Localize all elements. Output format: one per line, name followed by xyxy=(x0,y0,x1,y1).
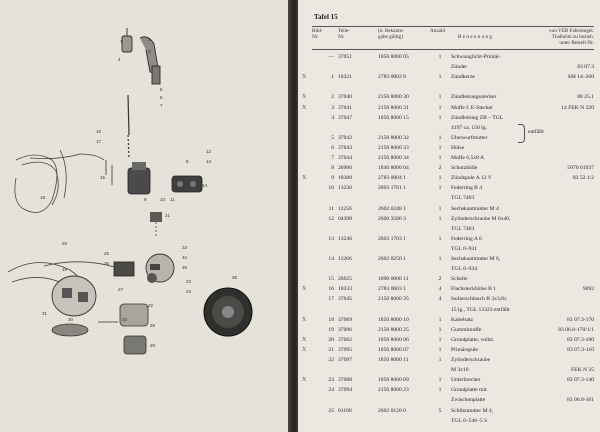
teile-nr-cell: 37095 xyxy=(338,346,352,353)
book-gutter xyxy=(288,0,298,432)
callout: 16 xyxy=(96,129,102,134)
check-mark: X xyxy=(302,346,307,353)
callout: 32 xyxy=(122,317,128,322)
teile-nr-cell: 37043 xyxy=(338,144,352,151)
teile-nr-cell: 37094 xyxy=(338,387,352,394)
table-row xyxy=(298,54,600,61)
table-row xyxy=(298,206,600,213)
benennung-cell: Muffe 6,5x8 A xyxy=(451,155,484,161)
callout: 5 xyxy=(160,87,163,92)
table-row xyxy=(298,115,600,122)
table-row xyxy=(298,145,600,152)
benennung-cell: Zündleitungsstecker xyxy=(451,94,497,101)
teile-nr-cell: 37088 xyxy=(338,377,352,384)
header-benennung: B e n e n n u n g xyxy=(458,34,493,40)
bild-nr-cell: 15 xyxy=(328,276,334,283)
anzahl-cell: 1 xyxy=(438,155,442,161)
bekanntgabe-cell: 2783 0003 1 xyxy=(378,286,406,293)
table-row xyxy=(298,367,600,374)
cable-set-drawing xyxy=(15,150,104,213)
table-row xyxy=(298,377,600,384)
callout: 7 xyxy=(160,103,163,108)
benennung-cell: Flachsteckhülse B 1 xyxy=(451,286,497,293)
bild-nr-cell: 25 xyxy=(328,407,334,414)
anzahl-cell: 1 xyxy=(438,94,442,101)
bekanntgabe-cell: 2602 0120 0 xyxy=(378,407,406,414)
bekanntgabe-cell: 2603 1703 1 xyxy=(378,235,406,242)
veb-nr-cell: 83 52.1/2 xyxy=(572,175,594,182)
benennung-cell: 15 lg., TGL 13323 entfällt xyxy=(451,306,510,313)
ignition-lead xyxy=(128,95,129,158)
bekanntgabe-cell: 1850 8000 05 xyxy=(378,54,409,60)
anzahl-cell: 1 xyxy=(438,316,442,323)
bild-nr-cell: 22 xyxy=(328,357,334,363)
benennung-cell: Schwunglicht-Primär- xyxy=(451,54,501,60)
benennung-cell: Gummimuffe xyxy=(451,326,482,333)
table-row xyxy=(298,216,600,223)
veb-nr-cell: 88 25.1 xyxy=(577,94,594,101)
bekanntgabe-cell: 2603 1701 1 xyxy=(378,185,406,192)
benennung-cell: Zündleitung ZB – TGL xyxy=(451,114,504,121)
teile-nr-cell: 37045 xyxy=(338,296,352,303)
bekanntgabe-cell: 1850 8000 10 xyxy=(378,316,409,323)
anzahl-cell: 4 xyxy=(438,286,442,293)
teile-nr-cell: 37069 xyxy=(338,316,352,323)
table-row xyxy=(298,397,600,404)
benennung-cell: TGL 0–934 xyxy=(451,266,478,273)
anzahl-cell: 1 xyxy=(438,336,442,343)
callout: 29 xyxy=(150,343,156,348)
parts-table-page xyxy=(298,0,600,432)
veb-nr-cell: 83 07.3-170 xyxy=(566,316,594,323)
table-row xyxy=(298,327,600,334)
veb-nr-cell: 5070 01937 xyxy=(567,165,594,172)
callout: 28 xyxy=(150,323,156,328)
benennung-cell: Schlitzmutter M 4, xyxy=(451,407,494,414)
table-row xyxy=(298,94,600,101)
anzahl-cell: 1 xyxy=(438,235,442,242)
benennung-cell: Kabelsatz xyxy=(451,316,474,323)
header-bekanntgabe: (n. Bekannt- gabe gültig) xyxy=(378,28,404,41)
benennung-cell: Schutzhülle xyxy=(451,165,478,172)
bekanntgabe-cell: 2150 8000 34 xyxy=(378,155,409,161)
primary-coil-drawing xyxy=(150,212,162,236)
header-rule-bottom xyxy=(312,49,594,50)
bekanntgabe-cell: 2150 8000 35 xyxy=(378,296,409,303)
teile-nr-cell: 11266 xyxy=(338,256,352,262)
benennung-cell: Unterbrecher xyxy=(451,377,481,384)
bekanntgabe-cell: 2150 8000 32 xyxy=(378,134,409,141)
bild-nr-cell: 12 xyxy=(328,215,334,222)
benennung-cell: Zündspule A 12 V xyxy=(451,175,492,182)
teile-nr-cell: 37096 xyxy=(338,326,352,333)
veb-nr-cell: FEK N 35 xyxy=(571,367,594,374)
benennung-cell: Federring B 4 xyxy=(451,185,483,192)
bekanntgabe-cell: 1840 8000 04 xyxy=(378,165,409,172)
callout: 30 xyxy=(68,317,74,322)
table-row xyxy=(298,418,600,425)
bild-nr-cell: 24 xyxy=(328,387,334,394)
breaker-drawing xyxy=(114,254,174,283)
entfaellt-note: entfällt xyxy=(528,129,544,135)
table-row xyxy=(298,317,600,324)
callout: 35 xyxy=(182,265,188,270)
bekanntgabe-cell: 1850 8000 09 xyxy=(378,377,409,384)
bekanntgabe-cell: 2602 0248 1 xyxy=(378,205,406,212)
check-mark: X xyxy=(302,286,307,293)
benennung-cell: Schelle xyxy=(451,276,468,283)
benennung-cell: Federring A 6 xyxy=(451,235,482,242)
callout: 33 xyxy=(182,245,188,250)
bild-nr-cell: 23 xyxy=(328,377,334,384)
benennung-cell: Hülse xyxy=(451,144,465,151)
callout: 8 xyxy=(186,159,189,164)
benennung-cell: Grundplatte, vollst. xyxy=(451,336,495,343)
bekanntgabe-cell: 2150 8000 33 xyxy=(378,144,409,151)
table-row xyxy=(298,175,600,182)
benennung-cell: TGL 7403 xyxy=(451,225,475,232)
bekanntgabe-cell: 2602 0250 1 xyxy=(378,256,406,262)
callout: 13 xyxy=(206,159,212,164)
callout: 24 xyxy=(186,289,192,294)
table-row xyxy=(298,307,600,314)
bild-nr-cell: 19 xyxy=(328,326,334,333)
teile-nr-cell: 13236 xyxy=(338,185,352,192)
header-teile-nr: Teile- Nr. xyxy=(338,28,351,41)
bild-nr-cell: 14 xyxy=(328,256,334,262)
callout: 9 xyxy=(144,197,147,202)
table-row xyxy=(298,408,600,415)
bild-nr-cell: 13 xyxy=(328,235,334,242)
bekanntgabe-cell: 2150 8000 25 xyxy=(378,326,409,333)
check-mark: X xyxy=(302,104,307,111)
check-mark: X xyxy=(302,377,307,384)
veb-nr-cell: 83 07.3 xyxy=(577,64,594,71)
callout: 11 xyxy=(170,197,175,202)
spark-plug-drawing xyxy=(122,28,160,84)
callout: 1 xyxy=(120,39,123,44)
bekanntgabe-cell: 2150 8000 23 xyxy=(378,387,409,394)
bild-nr-cell: 2 xyxy=(331,94,334,101)
header-von-veb: von VEB Fahrzeugel. Thalheim zu bezieh. unter Bestell-Nr. xyxy=(549,28,594,47)
teile-nr-cell: 26025 xyxy=(338,276,352,283)
ignition-coil-drawing xyxy=(106,160,150,194)
teile-nr-cell: 37062 xyxy=(338,336,352,343)
bekanntgabe-cell: 1890 0000 11 xyxy=(378,276,409,283)
teile-nr-cell: 37041 xyxy=(338,104,352,111)
check-mark: X xyxy=(302,94,307,101)
teile-nr-cell: 37042 xyxy=(338,134,352,141)
anzahl-cell: 1 xyxy=(438,377,442,384)
table-row xyxy=(298,266,600,273)
bild-nr-cell: 10 xyxy=(328,185,334,192)
anzahl-cell: 1 xyxy=(438,205,442,212)
anzahl-cell: 1 xyxy=(438,256,442,262)
benennung-cell: Überwurfmutter xyxy=(451,134,488,141)
bild-nr-cell: — xyxy=(328,54,334,60)
table-row xyxy=(298,246,600,253)
anzahl-cell: 1 xyxy=(438,357,442,363)
callout: 10 xyxy=(160,197,166,202)
benennung-cell: TGL 0–931 xyxy=(451,245,478,252)
bekanntgabe-cell: 1850 8000 11 xyxy=(378,357,409,363)
table-row xyxy=(298,185,600,192)
anzahl-cell: 1 xyxy=(438,134,442,141)
table-row xyxy=(298,296,600,303)
teile-nr-cell: 18321 xyxy=(338,74,352,81)
anzahl-cell: 1 xyxy=(438,74,442,81)
header-bild-nr: Bild- Nr. xyxy=(312,28,323,41)
veb-nr-cell: 83 07.3-140 xyxy=(566,377,594,384)
table-row xyxy=(298,256,600,263)
exploded-view-page xyxy=(0,0,288,432)
teile-nr-cell: 26906 xyxy=(338,165,352,172)
callout: 18 xyxy=(40,195,46,200)
bild-nr-cell: 21 xyxy=(328,346,334,353)
veb-nr-cell: 9092 xyxy=(582,286,594,293)
table-row xyxy=(298,337,600,344)
veb-nr-cell: SM 14–260 xyxy=(567,74,594,81)
clamp-drawing xyxy=(172,176,202,192)
table-row xyxy=(298,387,600,394)
benennung-cell: Zündkerze xyxy=(451,74,475,81)
teile-nr-cell: 13246 xyxy=(338,235,352,242)
table-row xyxy=(298,226,600,233)
anzahl-cell: 1 xyxy=(438,144,442,151)
table-row xyxy=(298,286,600,293)
bekanntgabe-cell: 1850 8000 06 xyxy=(378,336,409,343)
bild-nr-cell: 9 xyxy=(331,175,334,182)
benennung-cell: M 3x10 xyxy=(451,367,469,374)
table-row xyxy=(298,236,600,243)
bekanntgabe-cell: 1850 8000 15 xyxy=(378,114,409,121)
header-rule-top xyxy=(312,26,594,27)
table-row xyxy=(298,84,600,91)
base-plate-drawing xyxy=(52,276,96,316)
benennung-cell: Sechskantmutter M 6, xyxy=(451,256,501,262)
bild-nr-cell: 16 xyxy=(328,286,334,293)
benennung-cell: Zünder xyxy=(451,64,468,71)
bild-nr-cell: 6 xyxy=(331,144,334,151)
header-anzahl: Anzahl xyxy=(430,28,445,34)
table-row xyxy=(298,105,600,112)
check-mark: X xyxy=(302,74,307,81)
bild-nr-cell: 11 xyxy=(328,205,334,212)
anzahl-cell: 2 xyxy=(438,165,442,172)
callout: 3 xyxy=(148,49,151,54)
anzahl-cell: 2 xyxy=(438,276,442,283)
table-row xyxy=(298,165,600,172)
table-row xyxy=(298,276,600,283)
table-title: Tafel 15 xyxy=(314,13,338,21)
bild-nr-cell: 3 xyxy=(331,104,334,111)
callout: 25 xyxy=(104,251,110,256)
flywheel-drawing xyxy=(204,288,252,336)
anzahl-cell: 1 xyxy=(438,185,442,192)
anzahl-cell: 1 xyxy=(438,326,442,333)
check-mark: X xyxy=(302,175,307,182)
table-row xyxy=(298,64,600,71)
bild-nr-cell: 20 xyxy=(328,336,334,343)
bild-nr-cell: 18 xyxy=(328,316,334,323)
veb-nr-cell: 14 FEK N 320 xyxy=(561,104,594,111)
bekanntgabe-cell: 2783 0004 1 xyxy=(378,175,406,182)
benennung-cell: 4197 ca. 150 lg. xyxy=(451,124,487,131)
table-row xyxy=(298,357,600,364)
veb-nr-cell: 83 07.3-110 xyxy=(567,346,594,353)
anzahl-cell: 1 xyxy=(438,215,442,222)
check-mark: X xyxy=(302,316,307,323)
table-row xyxy=(298,347,600,354)
callout: 12 xyxy=(206,149,212,154)
teile-nr-cell: 37097 xyxy=(338,357,352,363)
teile-nr-cell: 01108 xyxy=(338,407,352,414)
teile-nr-cell: 37040 xyxy=(338,94,352,101)
bild-nr-cell: 17 xyxy=(328,296,334,303)
bekanntgabe-cell: 2783 0002 8 xyxy=(378,74,406,81)
anzahl-cell: 1 xyxy=(438,104,442,111)
benennung-cell: Muffe f. E-Stecker xyxy=(451,104,493,111)
anzahl-cell: 1 xyxy=(438,346,442,353)
callout: 31 xyxy=(42,311,48,316)
teile-nr-cell: 37051 xyxy=(338,54,352,60)
anzahl-cell: 1 xyxy=(438,175,442,182)
ignition-exploded-drawing xyxy=(0,0,288,432)
callout: 15 xyxy=(100,175,106,180)
callout: 6 xyxy=(160,95,163,100)
teile-nr-cell: 18380 xyxy=(338,175,352,182)
benennung-cell: Primärspule xyxy=(451,346,479,353)
callout: 20 xyxy=(62,241,68,246)
teile-nr-cell: 37047 xyxy=(338,114,352,121)
teile-nr-cell: 11256 xyxy=(338,205,352,212)
callout: 34 xyxy=(182,255,188,260)
table-row xyxy=(298,195,600,202)
veb-nr-cell: 83 06.8-101 xyxy=(566,397,594,404)
bild-nr-cell: 8 xyxy=(331,165,334,172)
benennung-cell: Sechskantmutter M 4 xyxy=(451,205,499,212)
table-row xyxy=(298,125,600,132)
callout: 21 xyxy=(165,213,171,218)
bild-nr-cell: 5 xyxy=(331,134,334,141)
callout: 27 xyxy=(118,287,124,292)
benennung-cell: Grundplatte mit xyxy=(451,387,487,394)
bekanntgabe-cell: 1850 8000 07 xyxy=(378,346,409,353)
bild-nr-cell: 7 xyxy=(331,155,334,161)
anzahl-cell: 1 xyxy=(438,114,442,121)
brace xyxy=(518,124,525,143)
benennung-cell: Zwischenplatte xyxy=(451,397,486,404)
benennung-cell: TGL 7403 xyxy=(451,195,475,202)
callout: 17 xyxy=(96,139,102,144)
callout: 19 xyxy=(62,267,68,272)
bekanntgabe-cell: 2600 3586 3 xyxy=(378,215,406,222)
bild-nr-cell: 4 xyxy=(331,114,334,121)
anzahl-cell: 4 xyxy=(438,296,442,303)
teile-nr-cell: 18333 xyxy=(338,286,352,293)
table-row xyxy=(298,74,600,81)
callout: 14 xyxy=(202,183,208,188)
callout: 2 xyxy=(148,37,151,42)
bekanntgabe-cell: 2150 8000 30 xyxy=(378,94,409,101)
benennung-cell: Zylinderschraube M 6x40, xyxy=(451,215,511,222)
callout: 4 xyxy=(118,57,121,62)
benennung-cell: TGL 0–546–5 S xyxy=(451,417,488,424)
teile-nr-cell: 37044 xyxy=(338,155,352,161)
benennung-cell: Isolierschlauch B 3x3,8x xyxy=(451,296,507,303)
teile-nr-cell: 04398 xyxy=(338,215,352,222)
table-row xyxy=(298,135,600,142)
benennung-cell: Zylinderschraube xyxy=(451,357,491,363)
anzahl-cell: 1 xyxy=(438,387,442,394)
veb-nr-cell: 83 07.3-100 xyxy=(566,336,594,343)
check-mark: X xyxy=(302,336,307,343)
callout: 22 xyxy=(148,303,154,308)
bild-nr-cell: 1 xyxy=(331,74,334,81)
callout: 36 xyxy=(232,275,238,280)
bekanntgabe-cell: 2150 8000 31 xyxy=(378,104,409,111)
anzahl-cell: 5 xyxy=(438,407,442,414)
callout: 23 xyxy=(186,279,192,284)
veb-nr-cell: 83 06.8-170/1/1 xyxy=(558,326,594,333)
table-row xyxy=(298,155,600,162)
anzahl-cell: 1 xyxy=(438,54,442,60)
callout: 26 xyxy=(104,261,110,266)
